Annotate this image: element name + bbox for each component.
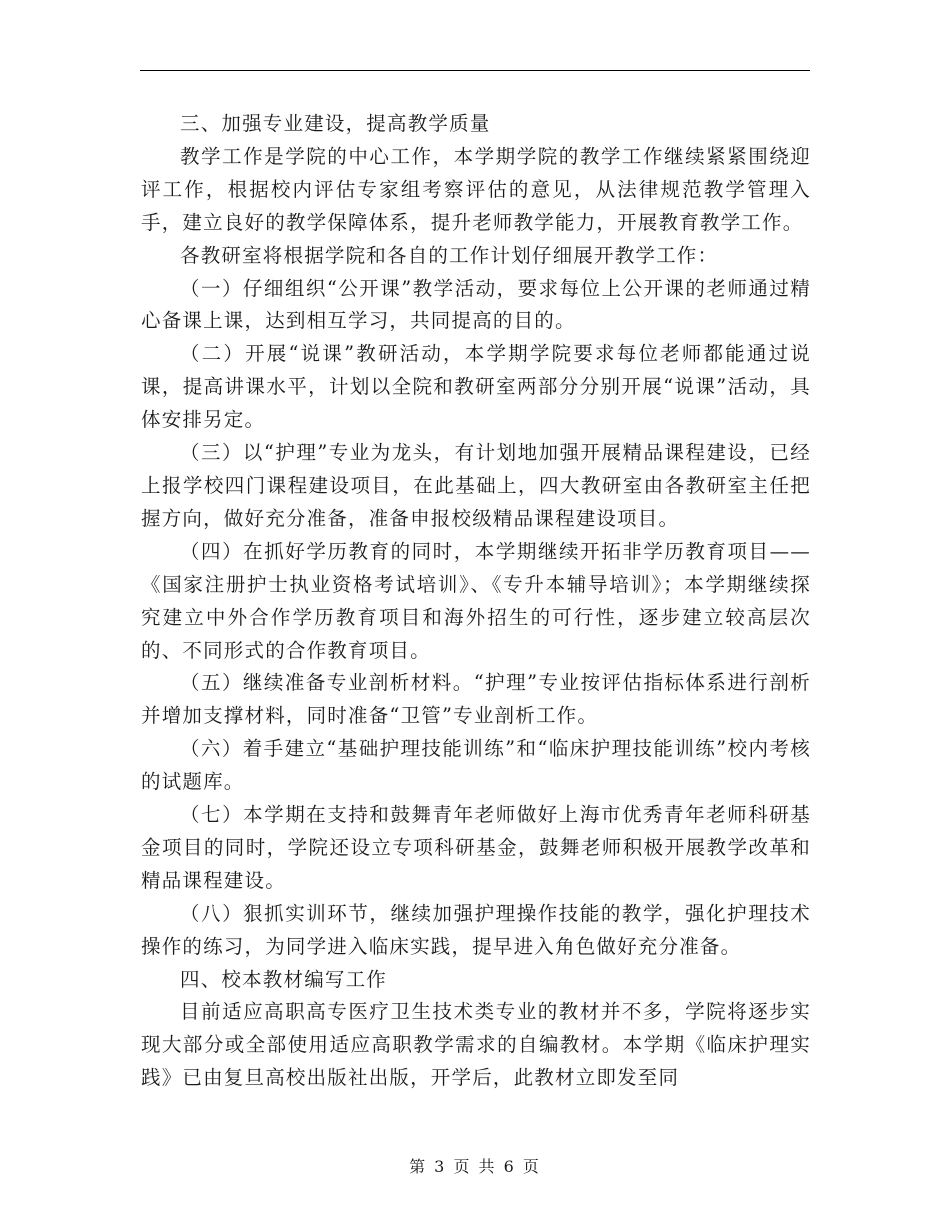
section-heading-4: 四、校本教材编写工作	[180, 967, 388, 991]
paragraph: 目前适应高职高专医疗卫生技术类专业的教材并不多，学院将逐步实现大部分或全部使用适应高职教学需求的自编教材。本学期《临床护理实践》已由复旦高校出版社出版，开学后，此教材立即发至同	[141, 1000, 811, 1090]
list-item: （三）以“护理”专业为龙头，有计划地加强开展精品课程建设，已经上报学校四门课程建设项目，在此基础上，四大教研室由各教研室主任把握方向，做好充分准备，准备申报校级精品课程建设项目。	[141, 441, 811, 530]
list-item: （一）仔细组织“公开课”教学活动，要求每位上公开课的老师通过精心备课上课，达到相互学习，共同提高的目的。	[141, 276, 811, 333]
list-item: （七）本学期在支持和鼓舞青年老师做好上海市优秀青年老师科研基金项目的同时，学院还设立专项科研基金，鼓舞老师积极开展教学改革和精品课程建设。	[141, 803, 811, 892]
list-item: （六）着手建立“基础护理技能训练”和“临床护理技能训练”校内考核的试题库。	[141, 737, 811, 794]
list-item: （四）在抓好学历教育的同时，本学期继续开拓非学历教育项目——《国家注册护士执业资格考试培训》、《专升本辅导培训》；本学期继续探究建立中外合作学历教育项目和海外招生的可行性，逐步建立较高层次的、不同形式的合作教育项目。	[141, 539, 811, 662]
document-body	[141, 108, 811, 1095]
list-item: （五）继续准备专业剖析材料。“护理”专业按评估指标体系进行剖析并增加支撑材料，同时准备“卫管”专业剖析工作。	[141, 671, 811, 728]
paragraph: 各教研室将根据学院和各自的工作计划仔细展开教学工作：	[180, 243, 719, 267]
page-number: 第 3 页 共 6 页	[409, 1157, 541, 1176]
header-rule	[140, 70, 810, 71]
list-item: （八）狠抓实训环节，继续加强护理操作技能的教学，强化护理技术操作的练习，为同学进入临床实践，提早进入角色做好充分准备。	[141, 901, 811, 958]
list-item: （二）开展“说课”教研活动，本学期学院要求每位老师都能通过说课，提高讲课水平，计划以全院和教研室两部分分别开展“说课”活动，具体安排另定。	[141, 342, 811, 432]
paragraph: 教学工作是学院的中心工作，本学期学院的教学工作继续紧紧围绕迎评工作，根据校内评估专家组考察评估的意见，从法律规范教学管理入手，建立良好的教学保障体系，提升老师教学能力，开展教育教学工作。	[141, 144, 811, 234]
section-heading-3: 三、加强专业建设，提高教学质量	[180, 112, 491, 135]
